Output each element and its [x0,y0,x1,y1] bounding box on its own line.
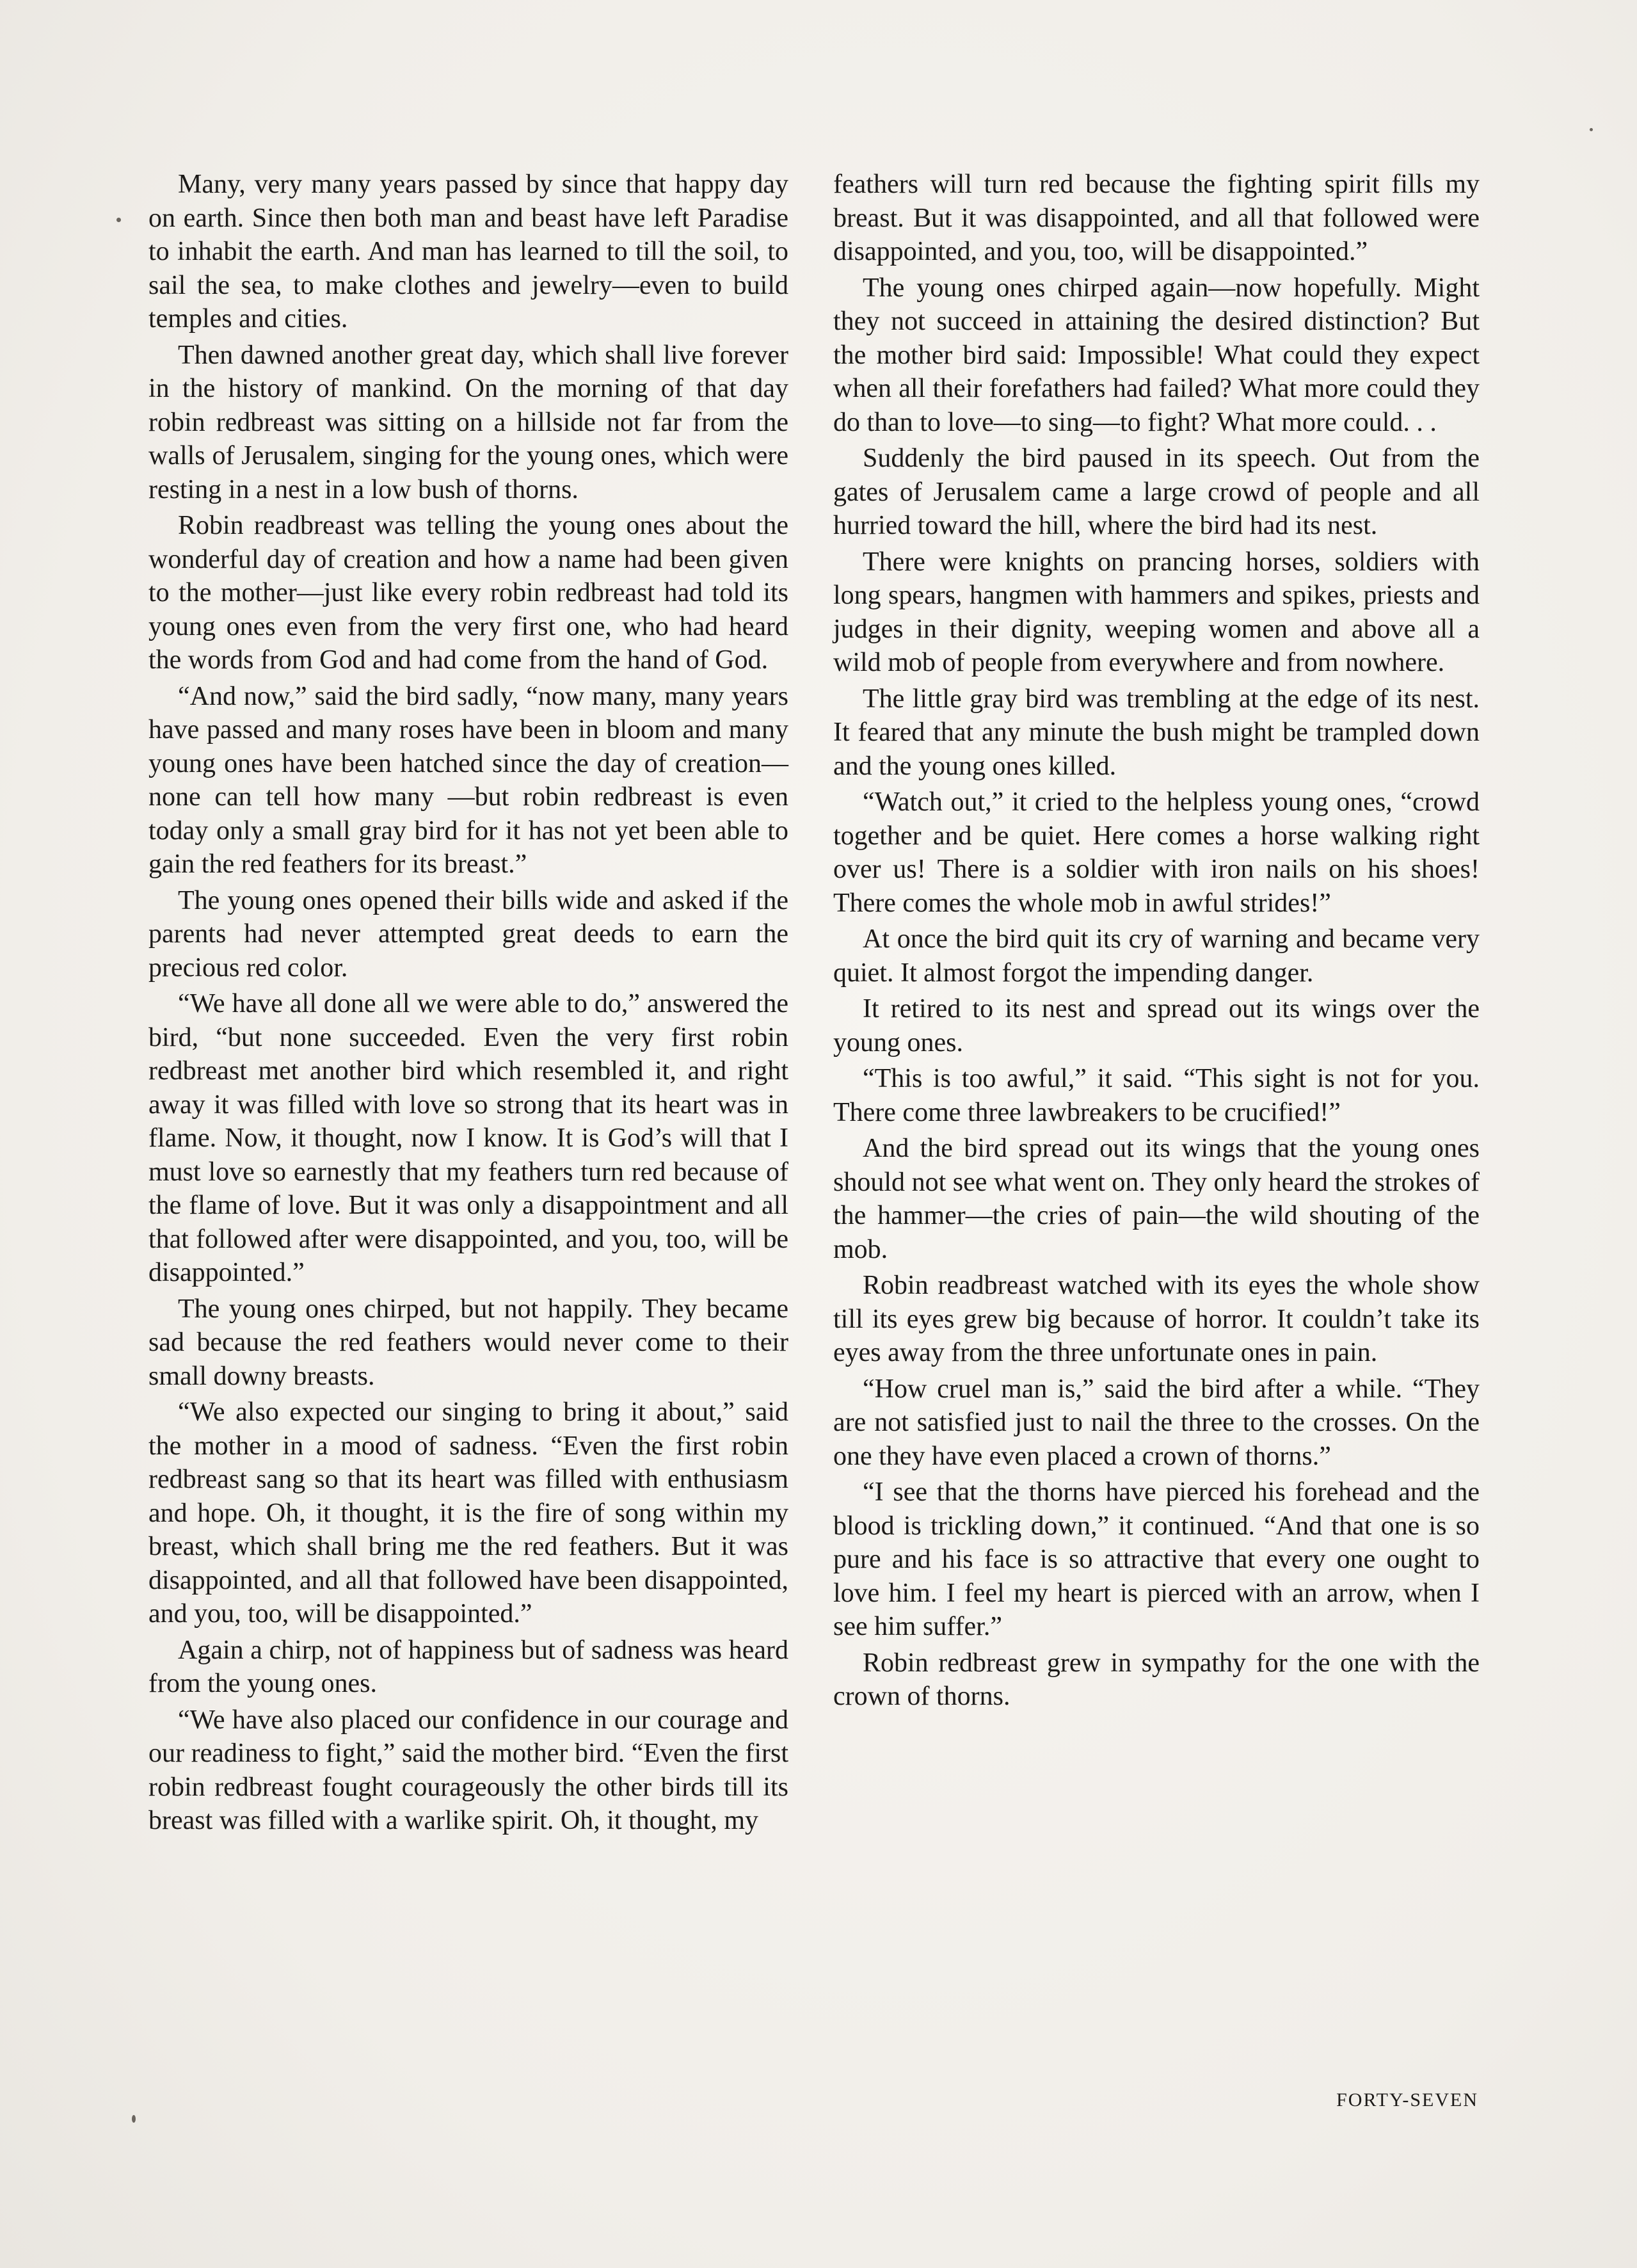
ink-speck [116,218,121,222]
paragraph: Again a chirp, not of happiness but of sadness was heard from the young ones. [148,1635,788,1698]
right-column [833,168,1480,1716]
paragraph: Robin readbreast was telling the young ones about the wonderful day of creation and how a name had been given to the mother—just like every robin redbreast had told its young ones even from the very first one, who had heard the words from God and had come from the hand of God. [148,511,788,675]
paragraph: At once the bird quit its cry of warning and became very quiet. It almost forgot the impending danger. [833,924,1480,988]
paragraph: Then dawned another great day, which shall live forever in the history of mankind. On the morning of that day robin redbreast was sitting on a hillside not far from the walls of Jerusalem, singing for the young ones, which were resting in a nest in a low bush of thorns. [148,340,788,504]
paragraph: The young ones opened their bills wide and asked if the parents had never attempted great deeds to earn the precious red color. [148,885,788,983]
ink-speck [132,2115,136,2123]
paragraph: The young ones chirped again—now hopefully. Might they not succeed in attaining the desired distinction? But the mother bird said: Impossible! What could they expect when all their forefathers had failed? What more could they do than to love—to sing—to fight? What more could. . . [833,273,1480,437]
paragraph: And the bird spread out its wings that the young ones should not see what went on. They only heard the strokes of the hammer—the cries of pain—the wild shouting of the mob. [833,1134,1480,1264]
paragraph: Robin readbreast watched with its eyes the whole show till its eyes grew big because of horror. It couldn’t take its eyes away from the three unfortunate ones in pain. [833,1271,1480,1367]
page-number: FORTY-SEVEN [1336,2089,1478,2111]
paragraph: Suddenly the bird paused in its speech. Out from the gates of Jerusalem came a large crowd of people and all hurried toward the hill, where the bird had its nest. [833,444,1480,540]
paragraph: The young ones chirped, but not happily. They became sad because the red feathers would never come to their small downy breasts. [148,1294,788,1391]
ink-speck [1590,128,1593,131]
paragraph: “Watch out,” it cried to the helpless young ones, “crowd together and be quiet. Here comes a horse walking right over us! There is a soldier with iron nails on his shoes! There comes the whole mob in awful strides!” [833,787,1480,918]
left-column [148,168,788,1840]
paragraph: “We also expected our singing to bring it about,” said the mother in a mood of sadness. “Even the first robin redbreast sang so that its heart was filled with enthusiasm and hope. Oh, it thought, it is the fire of song within my breast, which shall bring me the red feathers. But it was disappointed, and all that followed have been disappointed, and you, too, will be disappointed.” [148,1397,788,1629]
paragraph: “This is too awful,” it said. “This sight is not for you. There come three lawbreakers to be crucified!” [833,1064,1480,1127]
paragraph: Robin redbreast grew in sympathy for the one with the crown of thorns. [833,1648,1480,1711]
paragraph: “We have all done all we were able to do,” answered the bird, “but none succeeded. Even the very first robin redbreast met another bird which resembled it, and right away it was filled with love so strong that its heart was in flame. Now, it thought, now I know. It is God’s will that I must love so earnestly that my feathers turn red because of the flame of love. But it was only a disappointment and all that followed after were disappointed, and you, too, will be disappointed.” [148,989,788,1287]
paragraph: “I see that the thorns have pierced his forehead and the blood is trickling down,” it continued. “And that one is so pure and his face is so attractive that every one ought to love him. I feel my heart is pierced with an arrow, when I see him suffer.” [833,1477,1480,1641]
paragraph: “How cruel man is,” said the bird after a while. “They are not satisfied just to nail the three to the crosses. On the one they have even placed a crown of thorns.” [833,1374,1480,1471]
paragraph: feathers will turn red because the fighting spirit fills my breast. But it was disappointed, and all that followed were disappointed, and you, too, will be disappointed.” [833,170,1480,266]
paragraph: “We have also placed our confidence in our courage and our readiness to fight,” said the mother bird. “Even the first robin redbreast fought courageously the other birds till its breast was filled with a warlike spirit. Oh, it thought, my [148,1705,788,1835]
paragraph: “And now,” said the bird sadly, “now many, many years have passed and many roses have been in bloom and many young ones have been hatched since the day of creation—none can tell how many —but robin redbreast is even today only a small gray bird for it has not yet been able to gain the red feathers for its breast.” [148,681,788,879]
paragraph: There were knights on prancing horses, soldiers with long spears, hangmen with hammers and spikes, priests and judges in their dignity, weeping women and above all a wild mob of people from everywhere and from nowhere. [833,547,1480,677]
paragraph: Many, very many years passed by since that happy day on earth. Since then both man and beast have left Paradise to inhabit the earth. And man has learned to till the soil, to sail the sea, to make clothes and jewelry—even to build temples and cities. [148,170,788,334]
paragraph: It retired to its nest and spread out its wings over the young ones. [833,994,1480,1058]
paragraph: The little gray bird was trembling at the edge of its nest. It feared that any minute the bush might be trampled down and the young ones killed. [833,684,1480,781]
